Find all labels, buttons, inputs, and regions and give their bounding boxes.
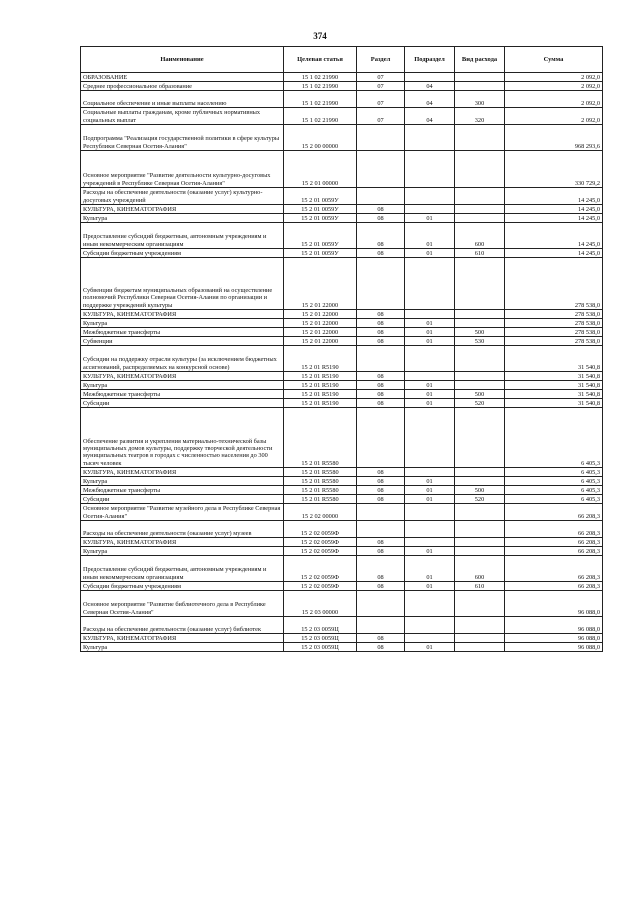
row-name: Культура: [81, 477, 284, 486]
row-section: 08: [357, 205, 405, 214]
row-target-code: 15 2 01 R5580: [284, 468, 357, 477]
row-expense-type: 300: [455, 91, 505, 108]
row-subsection: [405, 408, 455, 468]
table-row: [81, 108, 603, 125]
row-subsection: [405, 634, 455, 643]
row-name: Культура: [81, 319, 284, 328]
row-section: 08: [357, 582, 405, 591]
row-target-code: 15 2 03 0059Ц: [284, 643, 357, 652]
row-subsection: 01: [405, 337, 455, 346]
row-subsection: 01: [405, 547, 455, 556]
row-name: КУЛЬТУРА, КИНЕМАТОГРАФИЯ: [81, 468, 284, 477]
row-name: Расходы на обеспечение деятельности (оказание услуг) музеев: [81, 521, 284, 538]
row-expense-type: [455, 591, 505, 617]
row-target-code: 15 2 03 00000: [284, 591, 357, 617]
row-expense-type: [455, 538, 505, 547]
row-subsection: 01: [405, 223, 455, 249]
row-target-code: 15 2 02 0059Ф: [284, 556, 357, 582]
row-subsection: [405, 125, 455, 151]
row-name: Социальное обеспечение и иные выплаты населению: [81, 91, 284, 108]
row-target-code: 15 2 01 R5580: [284, 408, 357, 468]
row-expense-type: [455, 188, 505, 205]
row-sum: 31 540,8: [505, 390, 603, 399]
row-expense-type: [455, 504, 505, 521]
row-target-code: 15 2 01 0059У: [284, 188, 357, 205]
row-section: 07: [357, 82, 405, 91]
row-name: Обеспечение развития и укрепления материально-технической базы муниципальных домов культуры, поддержку творческой деятельности муниципальных театров в городах с численностью населения до 300 тысяч человек: [81, 408, 284, 468]
table-row: [81, 82, 603, 91]
header-subsection: Подраздел: [405, 47, 455, 73]
header-code: Целевая статья: [284, 47, 357, 73]
row-section: 08: [357, 337, 405, 346]
row-section: [357, 346, 405, 372]
row-expense-type: [455, 310, 505, 319]
row-sum: 14 245,0: [505, 205, 603, 214]
row-expense-type: [455, 214, 505, 223]
row-subsection: 04: [405, 108, 455, 125]
row-expense-type: 520: [455, 495, 505, 504]
row-section: [357, 504, 405, 521]
row-section: 08: [357, 249, 405, 258]
row-subsection: [405, 258, 455, 310]
row-target-code: 15 1 02 21990: [284, 82, 357, 91]
row-name: Расходы на обеспечение деятельности (оказание услуг) библиотек: [81, 617, 284, 634]
row-section: 07: [357, 108, 405, 125]
row-name: КУЛЬТУРА, КИНЕМАТОГРАФИЯ: [81, 634, 284, 643]
row-section: 08: [357, 643, 405, 652]
row-target-code: 15 2 01 0059У: [284, 214, 357, 223]
row-subsection: 01: [405, 381, 455, 390]
row-name: Субсидии: [81, 495, 284, 504]
row-subsection: [405, 504, 455, 521]
row-sum: 14 245,0: [505, 223, 603, 249]
table-row: [81, 91, 603, 108]
row-name: Культура: [81, 643, 284, 652]
row-sum: 278 538,0: [505, 310, 603, 319]
row-expense-type: [455, 125, 505, 151]
row-sum: 2 092,0: [505, 82, 603, 91]
row-target-code: 15 1 02 21990: [284, 91, 357, 108]
row-section: 08: [357, 468, 405, 477]
row-target-code: 15 1 02 21990: [284, 108, 357, 125]
row-subsection: 01: [405, 319, 455, 328]
table-row: [81, 205, 603, 214]
row-expense-type: 610: [455, 249, 505, 258]
table-row: [81, 468, 603, 477]
header-name: Наименование: [81, 47, 284, 73]
row-target-code: 15 2 02 0059Ф: [284, 521, 357, 538]
row-name: Культура: [81, 214, 284, 223]
row-section: [357, 258, 405, 310]
row-section: 08: [357, 399, 405, 408]
row-target-code: 15 2 01 22000: [284, 258, 357, 310]
row-subsection: [405, 372, 455, 381]
row-name: Межбюджетные трансферты: [81, 486, 284, 495]
row-name: Предоставление субсидий бюджетным, автономным учреждениям и иным некоммерческим организациям: [81, 556, 284, 582]
row-target-code: 15 2 01 R5580: [284, 477, 357, 486]
table-row: [81, 408, 603, 468]
row-expense-type: [455, 372, 505, 381]
row-target-code: 15 1 02 21990: [284, 73, 357, 82]
row-sum: 330 729,2: [505, 151, 603, 188]
table-row: [81, 617, 603, 634]
row-expense-type: 320: [455, 108, 505, 125]
row-subsection: 01: [405, 328, 455, 337]
row-subsection: [405, 521, 455, 538]
row-section: 08: [357, 495, 405, 504]
row-target-code: 15 2 02 0059Ф: [284, 538, 357, 547]
row-target-code: 15 2 01 R5190: [284, 346, 357, 372]
row-target-code: 15 2 01 0059У: [284, 249, 357, 258]
row-subsection: [405, 310, 455, 319]
row-expense-type: [455, 381, 505, 390]
row-sum: 66 208,3: [505, 504, 603, 521]
row-sum: 14 245,0: [505, 188, 603, 205]
table-row: [81, 538, 603, 547]
row-expense-type: [455, 617, 505, 634]
row-target-code: 15 2 01 22000: [284, 337, 357, 346]
row-sum: 968 293,6: [505, 125, 603, 151]
row-subsection: [405, 205, 455, 214]
row-section: 07: [357, 91, 405, 108]
row-subsection: 04: [405, 91, 455, 108]
header-row: [81, 47, 603, 73]
row-sum: 278 538,0: [505, 337, 603, 346]
row-subsection: 01: [405, 390, 455, 399]
row-expense-type: [455, 73, 505, 82]
row-sum: 31 540,8: [505, 346, 603, 372]
table-row: [81, 346, 603, 372]
row-name: Культура: [81, 547, 284, 556]
table-row: [81, 521, 603, 538]
row-sum: 14 245,0: [505, 249, 603, 258]
row-expense-type: 500: [455, 328, 505, 337]
table-row: [81, 249, 603, 258]
row-target-code: 15 2 03 0059Ц: [284, 617, 357, 634]
table-row: [81, 504, 603, 521]
row-target-code: 15 2 01 R5190: [284, 399, 357, 408]
row-expense-type: 600: [455, 223, 505, 249]
row-subsection: [405, 468, 455, 477]
row-sum: 31 540,8: [505, 372, 603, 381]
row-name: Субвенции: [81, 337, 284, 346]
row-target-code: 15 2 00 00000: [284, 125, 357, 151]
row-expense-type: [455, 634, 505, 643]
row-expense-type: [455, 82, 505, 91]
row-subsection: [405, 151, 455, 188]
table-row: [81, 372, 603, 381]
row-section: 08: [357, 477, 405, 486]
row-section: 08: [357, 634, 405, 643]
header-section: Раздел: [357, 47, 405, 73]
row-subsection: 01: [405, 643, 455, 652]
row-section: 08: [357, 310, 405, 319]
row-sum: 96 088,0: [505, 643, 603, 652]
row-subsection: 01: [405, 477, 455, 486]
row-subsection: [405, 73, 455, 82]
row-section: 08: [357, 547, 405, 556]
row-sum: 2 092,0: [505, 73, 603, 82]
row-expense-type: [455, 319, 505, 328]
row-sum: 66 208,3: [505, 538, 603, 547]
row-sum: 31 540,8: [505, 399, 603, 408]
row-sum: 278 538,0: [505, 319, 603, 328]
row-name: Субсидии бюджетным учреждениям: [81, 249, 284, 258]
table-row: [81, 337, 603, 346]
row-sum: 2 092,0: [505, 91, 603, 108]
table-row: [81, 643, 603, 652]
row-name: Подпрограмма "Реализация государственной политики в сфере культуры Республики Северная Осетия-Алания": [81, 125, 284, 151]
table-row: [81, 591, 603, 617]
row-expense-type: [455, 346, 505, 372]
table-row: [81, 125, 603, 151]
row-section: 08: [357, 390, 405, 399]
row-expense-type: [455, 547, 505, 556]
row-target-code: 15 2 03 0059Ц: [284, 634, 357, 643]
row-target-code: 15 2 01 R5580: [284, 495, 357, 504]
row-sum: 96 088,0: [505, 634, 603, 643]
row-target-code: 15 2 01 R5580: [284, 486, 357, 495]
row-target-code: 15 2 01 00000: [284, 151, 357, 188]
row-subsection: [405, 538, 455, 547]
budget-table: [80, 46, 603, 652]
row-name: Основное мероприятие "Развитие библиотечного дела в Республике Северная Осетия-Алания": [81, 591, 284, 617]
row-section: 08: [357, 556, 405, 582]
row-section: 08: [357, 223, 405, 249]
row-section: 08: [357, 214, 405, 223]
row-target-code: 15 2 02 0059Ф: [284, 582, 357, 591]
row-sum: 6 405,3: [505, 486, 603, 495]
row-name: Субсидии бюджетным учреждениям: [81, 582, 284, 591]
row-subsection: 01: [405, 582, 455, 591]
table-row: [81, 399, 603, 408]
row-name: КУЛЬТУРА, КИНЕМАТОГРАФИЯ: [81, 310, 284, 319]
row-sum: 31 540,8: [505, 381, 603, 390]
table-row: [81, 547, 603, 556]
row-subsection: 01: [405, 214, 455, 223]
row-section: [357, 125, 405, 151]
row-subsection: [405, 591, 455, 617]
row-sum: 278 538,0: [505, 258, 603, 310]
row-target-code: 15 2 01 R5190: [284, 372, 357, 381]
row-name: Основное мероприятие "Развитие деятельности культурно-досуговых учреждений в Республике Северная Осетия-Алания": [81, 151, 284, 188]
row-name: Межбюджетные трансферты: [81, 328, 284, 337]
row-target-code: 15 2 01 22000: [284, 310, 357, 319]
table-row: [81, 214, 603, 223]
table-row: [81, 151, 603, 188]
row-sum: 66 208,3: [505, 521, 603, 538]
row-expense-type: [455, 521, 505, 538]
row-section: [357, 408, 405, 468]
row-expense-type: 500: [455, 486, 505, 495]
table-row: [81, 486, 603, 495]
row-subsection: 01: [405, 495, 455, 504]
row-sum: 6 405,3: [505, 468, 603, 477]
row-sum: 6 405,3: [505, 477, 603, 486]
row-sum: 278 538,0: [505, 328, 603, 337]
row-name: КУЛЬТУРА, КИНЕМАТОГРАФИЯ: [81, 372, 284, 381]
row-name: КУЛЬТУРА, КИНЕМАТОГРАФИЯ: [81, 205, 284, 214]
row-section: 07: [357, 73, 405, 82]
row-name: Предоставление субсидий бюджетным, автономным учреждениям и иным некоммерческим организациям: [81, 223, 284, 249]
row-name: Субсидии: [81, 399, 284, 408]
row-name: Социальные выплаты гражданам, кроме публичных нормативных социальных выплат: [81, 108, 284, 125]
row-section: 08: [357, 319, 405, 328]
row-target-code: 15 2 02 0059Ф: [284, 547, 357, 556]
row-sum: 2 092,0: [505, 108, 603, 125]
row-sum: 6 405,3: [505, 495, 603, 504]
table-row: [81, 582, 603, 591]
row-name: ОБРАЗОВАНИЕ: [81, 73, 284, 82]
table-row: [81, 556, 603, 582]
row-expense-type: 530: [455, 337, 505, 346]
row-target-code: 15 2 02 00000: [284, 504, 357, 521]
row-name: Расходы на обеспечение деятельности (оказание услуг) культурно-досуговых учреждений: [81, 188, 284, 205]
row-expense-type: 520: [455, 399, 505, 408]
row-subsection: [405, 188, 455, 205]
header-expense-type: Вид расхода: [455, 47, 505, 73]
row-sum: 96 088,0: [505, 617, 603, 634]
table-row: [81, 477, 603, 486]
table-row: [81, 258, 603, 310]
row-sum: 6 405,3: [505, 408, 603, 468]
header-sum: Сумма: [505, 47, 603, 73]
row-expense-type: [455, 643, 505, 652]
row-sum: 96 088,0: [505, 591, 603, 617]
row-subsection: 01: [405, 556, 455, 582]
row-sum: 66 208,3: [505, 582, 603, 591]
row-subsection: 01: [405, 249, 455, 258]
row-section: [357, 188, 405, 205]
row-name: КУЛЬТУРА, КИНЕМАТОГРАФИЯ: [81, 538, 284, 547]
row-expense-type: [455, 205, 505, 214]
table-row: [81, 319, 603, 328]
row-name: Основное мероприятие "Развитие музейного дела в Республике Северная Осетия-Алания": [81, 504, 284, 521]
row-sum: 14 245,0: [505, 214, 603, 223]
row-section: [357, 617, 405, 634]
row-expense-type: 600: [455, 556, 505, 582]
table-row: [81, 73, 603, 82]
table-row: [81, 381, 603, 390]
row-name: Межбюджетные трансферты: [81, 390, 284, 399]
row-target-code: 15 2 01 22000: [284, 328, 357, 337]
table-row: [81, 495, 603, 504]
row-expense-type: 500: [455, 390, 505, 399]
row-name: Среднее профессиональное образование: [81, 82, 284, 91]
row-section: [357, 591, 405, 617]
row-target-code: 15 2 01 0059У: [284, 223, 357, 249]
row-section: [357, 521, 405, 538]
table-row: [81, 634, 603, 643]
row-name: Субвенции бюджетам муниципальных образований на осуществление полномочий Республики Северная Осетия-Алания по организации и поддержке учреждений культуры: [81, 258, 284, 310]
row-section: 08: [357, 328, 405, 337]
row-target-code: 15 2 01 R5190: [284, 390, 357, 399]
row-subsection: 01: [405, 399, 455, 408]
row-subsection: [405, 617, 455, 634]
row-section: 08: [357, 538, 405, 547]
row-target-code: 15 2 01 0059У: [284, 205, 357, 214]
row-expense-type: [455, 258, 505, 310]
row-expense-type: [455, 477, 505, 486]
table-row: [81, 310, 603, 319]
row-expense-type: [455, 151, 505, 188]
table-row: [81, 328, 603, 337]
row-section: 08: [357, 381, 405, 390]
row-section: [357, 151, 405, 188]
row-subsection: 04: [405, 82, 455, 91]
page-number: 374: [313, 31, 327, 41]
row-name: Культура: [81, 381, 284, 390]
row-sum: 66 208,3: [505, 556, 603, 582]
row-subsection: 01: [405, 486, 455, 495]
row-expense-type: [455, 468, 505, 477]
row-section: 08: [357, 486, 405, 495]
row-name: Субсидии на поддержку отрасли культуры (за исключением бюджетных ассигнований, распределяемых на конкурсной основе): [81, 346, 284, 372]
table-row: [81, 390, 603, 399]
table-row: [81, 188, 603, 205]
row-target-code: 15 2 01 R5190: [284, 381, 357, 390]
table-row: [81, 223, 603, 249]
row-expense-type: [455, 408, 505, 468]
row-expense-type: 610: [455, 582, 505, 591]
row-target-code: 15 2 01 22000: [284, 319, 357, 328]
row-sum: 66 208,3: [505, 547, 603, 556]
row-subsection: [405, 346, 455, 372]
row-section: 08: [357, 372, 405, 381]
